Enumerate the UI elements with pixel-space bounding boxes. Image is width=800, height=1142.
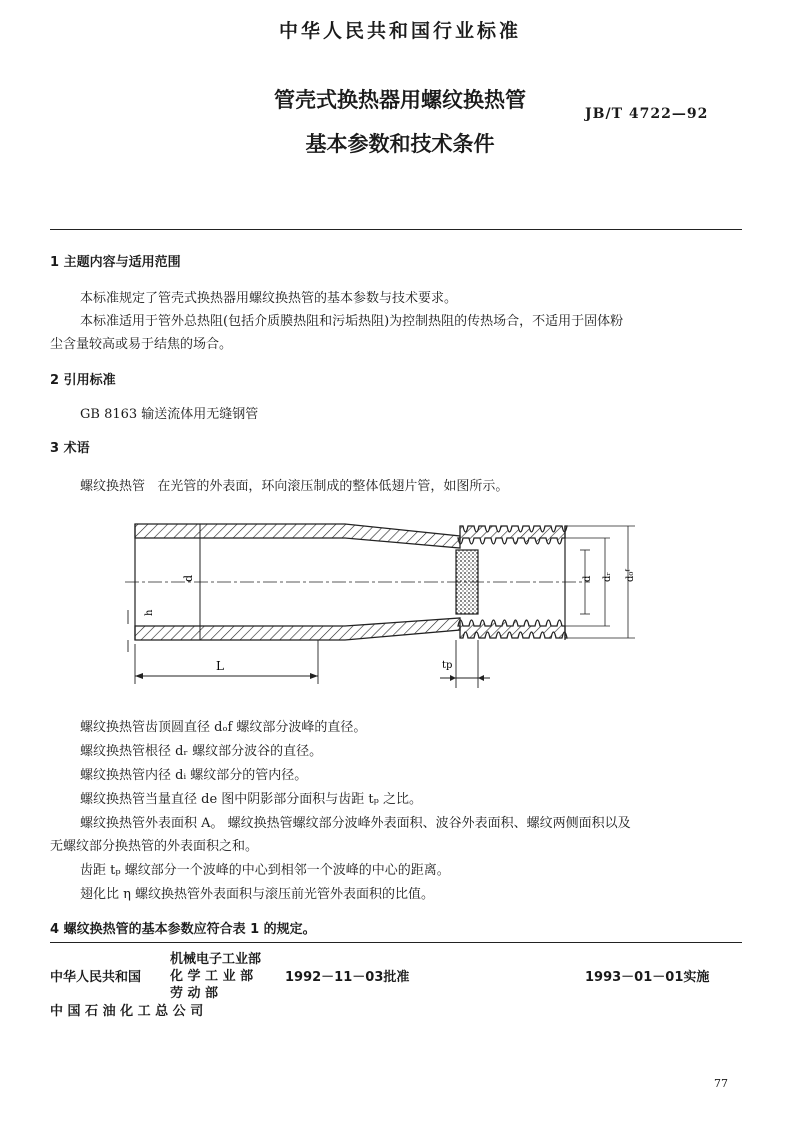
section-1-para2-line2: 尘含量较高或易于结焦的场合。 [50,337,233,352]
section-1-heading: 1 主题内容与适用范围 [50,255,181,270]
section-2-heading: 2 引用标准 [50,373,116,388]
document-title-line1: 管壳式换热器用螺纹换热管 [274,88,526,112]
section-4-heading: 4 螺纹换热管的基本参数应符合表 1 的规定。 [50,922,316,937]
label-L: L [216,659,224,673]
label-dof: d₀ᶠ [625,569,636,582]
standard-code: JB/T 4722—92 [585,106,709,122]
definition-root-diameter: 螺纹换热管根径 dᵣ 螺纹部分波谷的直径。 [80,744,323,759]
definition-outer-diameter: 螺纹换热管齿顶圆直径 dₒf 螺纹部分波峰的直径。 [80,720,367,735]
pitch-dimension [440,640,490,688]
implementation-date: 1993－01－01实施 [585,970,710,985]
label-di: d [582,575,593,582]
definition-inner-diameter: 螺纹换热管内径 dᵢ 螺纹部分的管内径。 [80,768,308,783]
threaded-tube-figure [120,512,640,694]
section-3-heading: 3 术语 [50,441,90,456]
issuer-left: 中华人民共和国 [50,970,142,985]
label-tp: tp [442,660,453,671]
definition-pitch: 齿距 tₚ 螺纹部分一个波峰的中心到相邻一个波峰的中心的距离。 [80,863,450,878]
label-h: h [144,609,155,616]
label-dr: dᵣ [602,572,613,582]
length-dimension [135,640,318,684]
label-d: d [182,574,195,582]
definition-equivalent-diameter: 螺纹换热管当量直径 de 图中阴影部分面积与齿距 tₚ 之比。 [80,792,422,807]
footer-rule [50,942,742,943]
section-1-para2-line1: 本标准适用于管外总热阻(包括介质膜热阻和污垢热阻)为控制热阻的传热场合，不适用于固体粉 [80,314,624,329]
document-title-line2: 基本参数和技术条件 [305,132,495,156]
section-1-para1: 本标准规定了管壳式换热器用螺纹换热管的基本参数与技术要求。 [80,291,458,306]
approval-date: 1992－11－03批准 [285,970,410,985]
section-2-reference: GB 8163 输送流体用无缝钢管 [80,407,259,422]
ministry-3: 劳 动 部 [170,986,219,1001]
definition-fin-ratio: 翅化比 η 螺纹换热管外表面积与滚压前光管外表面积的比值。 [80,887,435,902]
term-name: 螺纹换热管 [80,479,146,494]
ministry-2: 化 学 工 业 部 [170,969,254,984]
section-3-term [80,475,508,494]
page-number: 77 [714,1077,728,1090]
definition-outer-area-cont: 无螺纹部分换热管的外表面积之和。 [50,839,259,854]
term-definition: 在光管的外表面，环向滚压制成的整体低翅片管，如图所示。 [157,479,509,494]
header-rule [50,229,742,230]
standard-category: 中华人民共和国行业标准 [278,20,521,42]
ministry-1: 机械电子工业部 [170,952,262,967]
definition-outer-area: 螺纹换热管外表面积 A。 螺纹换热管螺纹部分波峰外表面积、波谷外表面积、螺纹两侧面积以及 [80,816,631,831]
issuer-company: 中 国 石 油 化 工 总 公 司 [50,1004,204,1019]
